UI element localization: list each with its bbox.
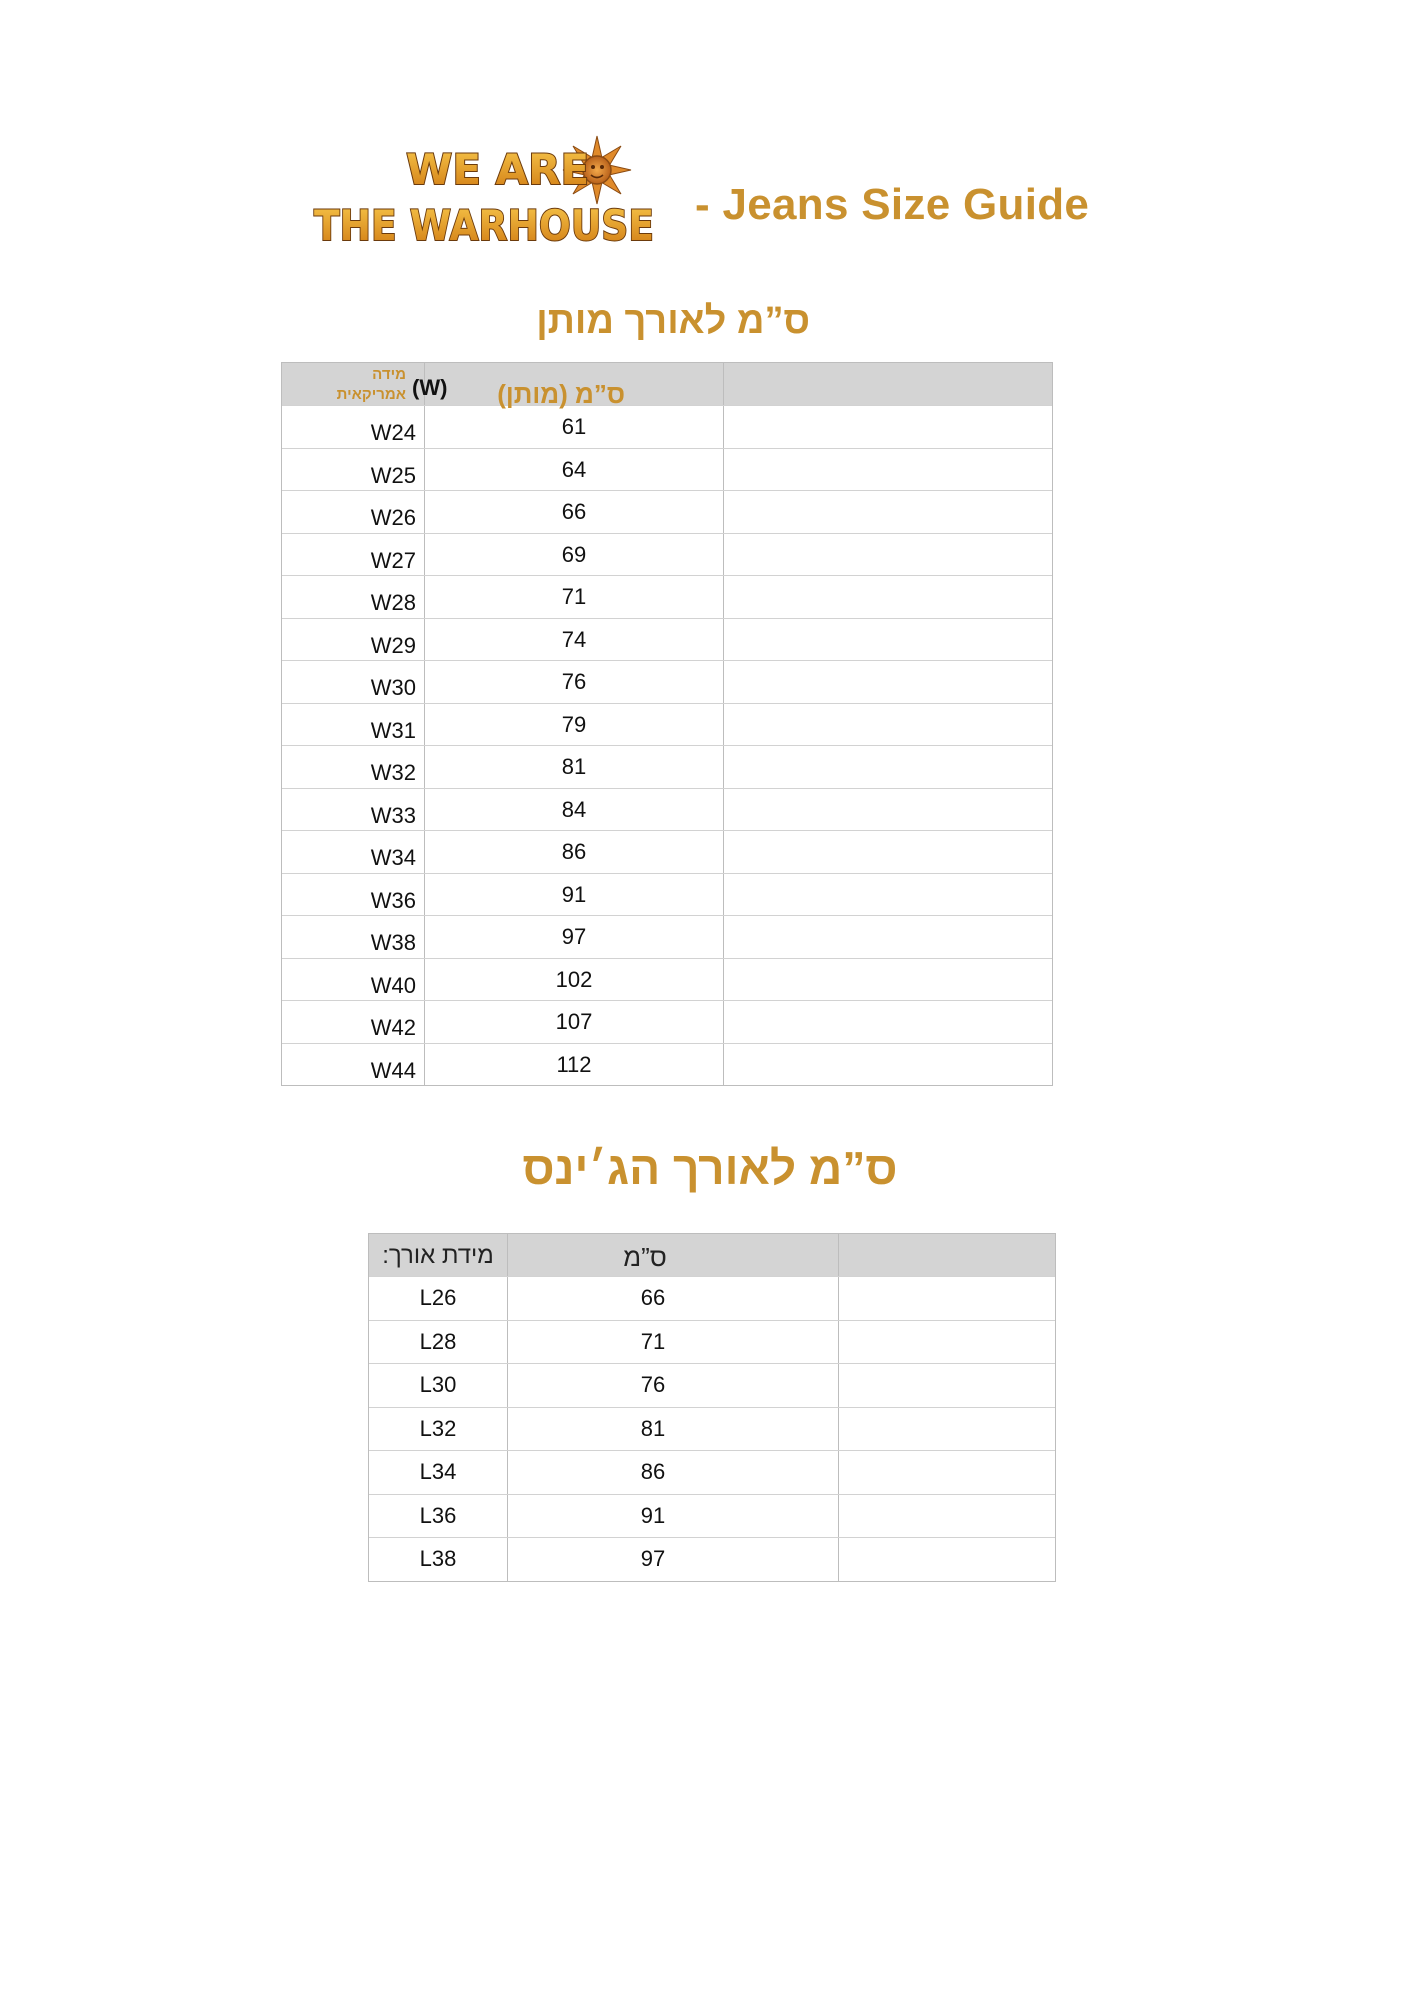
length-size-value: L26 xyxy=(419,1285,457,1310)
waist-extra-cell xyxy=(724,534,1052,576)
length-extra-cell xyxy=(839,1538,1055,1581)
length-extra-cell xyxy=(839,1451,1055,1494)
waist-table-row xyxy=(282,959,1052,1002)
waist-size-cell xyxy=(282,704,425,746)
waist-cm-value: 64 xyxy=(561,456,587,482)
length-cm-value: 81 xyxy=(640,1415,666,1441)
waist-cm-value: 79 xyxy=(561,711,587,737)
waist-cm-value: 69 xyxy=(561,541,587,567)
length-header-cm-label: ס”מ xyxy=(623,1242,667,1272)
waist-size-cell xyxy=(282,406,425,448)
length-table-row xyxy=(369,1538,1055,1581)
waist-size-value: W36 xyxy=(370,887,416,913)
length-cm-value: 66 xyxy=(640,1285,666,1310)
waist-table-row xyxy=(282,916,1052,959)
waist-header-cm-label: ס”מ (מותן) xyxy=(497,379,625,409)
waist-section-heading: ס”מ לאורך מותן xyxy=(536,300,810,342)
length-header-size-label: מידת אורך: xyxy=(382,1242,494,1269)
waist-cm-value: 91 xyxy=(561,881,587,907)
waist-extra-cell xyxy=(724,831,1052,873)
logo-line-1: WE ARE xyxy=(406,145,590,194)
waist-extra-cell xyxy=(724,619,1052,661)
page-title: - Jeans Size Guide xyxy=(695,180,1090,229)
length-table-row xyxy=(369,1495,1055,1539)
length-table-row xyxy=(369,1408,1055,1452)
waist-size-cell xyxy=(282,661,425,703)
waist-size-value: W29 xyxy=(370,632,416,658)
waist-size-cell xyxy=(282,959,425,1001)
length-extra-cell xyxy=(839,1277,1055,1320)
waist-size-cell xyxy=(282,619,425,661)
length-size-value: L28 xyxy=(419,1328,457,1354)
waist-cm-cell xyxy=(425,1001,724,1043)
waist-cm-value: 66 xyxy=(561,499,587,524)
waist-table-row xyxy=(282,661,1052,704)
waist-cm-cell xyxy=(425,916,724,958)
waist-size-value: W34 xyxy=(370,845,416,870)
waist-size-cell xyxy=(282,534,425,576)
waist-header-size-suffix: (W) xyxy=(412,375,448,400)
waist-size-table xyxy=(281,362,1053,1086)
length-size-cell xyxy=(369,1408,508,1451)
waist-size-cell xyxy=(282,789,425,831)
waist-size-cell xyxy=(282,576,425,618)
length-size-value: L36 xyxy=(419,1502,457,1528)
length-header-extra xyxy=(839,1234,1055,1276)
waist-extra-cell xyxy=(724,449,1052,491)
length-size-cell xyxy=(369,1538,508,1581)
length-size-value: L32 xyxy=(419,1415,457,1441)
length-header-cm xyxy=(508,1234,839,1276)
length-table-row xyxy=(369,1364,1055,1408)
length-extra-cell xyxy=(839,1495,1055,1538)
waist-table-row xyxy=(282,1001,1052,1044)
waist-cm-value: 61 xyxy=(561,414,587,439)
waist-size-value: W27 xyxy=(370,547,416,573)
waist-table-row xyxy=(282,406,1052,449)
length-size-cell xyxy=(369,1495,508,1538)
waist-cm-cell xyxy=(425,576,724,618)
waist-cm-cell xyxy=(425,534,724,576)
length-extra-cell xyxy=(839,1408,1055,1451)
waist-table-row xyxy=(282,534,1052,577)
waist-cm-cell xyxy=(425,746,724,788)
length-table-row xyxy=(369,1321,1055,1365)
length-section-heading: ס”מ לאורך הג׳ינס xyxy=(522,1142,898,1194)
waist-size-cell xyxy=(282,449,425,491)
length-cm-value: 91 xyxy=(640,1502,666,1528)
length-cm-cell xyxy=(508,1277,839,1320)
waist-size-cell xyxy=(282,491,425,533)
waist-size-cell xyxy=(282,916,425,958)
waist-extra-cell xyxy=(724,789,1052,831)
waist-size-cell xyxy=(282,1044,425,1086)
waist-cm-cell xyxy=(425,491,724,533)
length-table-row xyxy=(369,1451,1055,1495)
waist-cm-value: 102 xyxy=(555,966,593,992)
waist-header-extra xyxy=(724,363,1052,405)
length-cm-cell xyxy=(508,1495,839,1538)
waist-cm-value: 107 xyxy=(555,1009,593,1034)
waist-extra-cell xyxy=(724,1001,1052,1043)
waist-table-row xyxy=(282,449,1052,492)
waist-size-value: W25 xyxy=(370,462,416,488)
waist-cm-cell xyxy=(425,1044,724,1086)
waist-table-row xyxy=(282,831,1052,874)
length-cm-value: 97 xyxy=(640,1546,666,1571)
waist-size-value: W44 xyxy=(370,1057,416,1083)
waist-table-row xyxy=(282,491,1052,534)
length-size-value: L34 xyxy=(419,1459,457,1484)
waist-table-row xyxy=(282,789,1052,832)
length-size-value: L30 xyxy=(419,1372,457,1397)
waist-table-header xyxy=(282,363,1052,409)
waist-extra-cell xyxy=(724,746,1052,788)
waist-extra-cell xyxy=(724,576,1052,618)
length-cm-value: 71 xyxy=(640,1328,666,1354)
waist-header-cm xyxy=(425,363,724,409)
waist-size-value: W24 xyxy=(370,420,416,445)
waist-cm-cell xyxy=(425,959,724,1001)
waist-cm-value: 84 xyxy=(561,796,587,822)
brand-logo xyxy=(306,132,666,262)
length-cm-value: 86 xyxy=(640,1459,666,1484)
waist-size-value: W26 xyxy=(370,505,416,530)
length-cm-value: 76 xyxy=(640,1372,666,1397)
waist-cm-cell xyxy=(425,406,724,448)
length-extra-cell xyxy=(839,1364,1055,1407)
waist-size-cell xyxy=(282,746,425,788)
waist-size-cell xyxy=(282,1001,425,1043)
waist-cm-value: 86 xyxy=(561,839,587,864)
length-size-cell xyxy=(369,1451,508,1494)
waist-cm-cell xyxy=(425,831,724,873)
waist-cm-value: 74 xyxy=(561,626,587,652)
waist-size-value: W28 xyxy=(370,590,416,615)
waist-cm-value: 112 xyxy=(556,1051,592,1077)
length-table-row xyxy=(369,1277,1055,1321)
waist-size-value: W33 xyxy=(370,802,416,828)
waist-extra-cell xyxy=(724,916,1052,958)
length-cm-cell xyxy=(508,1321,839,1364)
waist-table-row xyxy=(282,576,1052,619)
length-table-header xyxy=(369,1234,1055,1277)
waist-size-value: W38 xyxy=(370,930,416,955)
waist-cm-value: 97 xyxy=(561,924,587,949)
waist-cm-cell xyxy=(425,449,724,491)
waist-header-size xyxy=(282,363,448,405)
waist-table-row xyxy=(282,746,1052,789)
waist-cm-cell xyxy=(425,619,724,661)
waist-cm-cell xyxy=(425,789,724,831)
length-cm-cell xyxy=(508,1364,839,1407)
waist-size-cell xyxy=(282,874,425,916)
waist-table-row xyxy=(282,874,1052,917)
length-cm-cell xyxy=(508,1538,839,1581)
length-header-size xyxy=(369,1234,508,1276)
waist-extra-cell xyxy=(724,1044,1052,1086)
waist-table-row xyxy=(282,1044,1052,1086)
length-size-cell xyxy=(369,1321,508,1364)
length-size-cell xyxy=(369,1364,508,1407)
waist-size-value: W42 xyxy=(370,1015,416,1040)
length-extra-cell xyxy=(839,1321,1055,1364)
waist-extra-cell xyxy=(724,491,1052,533)
waist-cm-value: 76 xyxy=(561,669,587,694)
waist-extra-cell xyxy=(724,704,1052,746)
waist-extra-cell xyxy=(724,874,1052,916)
length-size-cell xyxy=(369,1277,508,1320)
waist-header-size-label: מידה אמריקאית xyxy=(336,366,406,403)
waist-size-value: W31 xyxy=(370,717,416,743)
waist-cm-cell xyxy=(425,661,724,703)
waist-cm-cell xyxy=(425,874,724,916)
length-cm-cell xyxy=(508,1451,839,1494)
waist-size-cell xyxy=(282,831,425,873)
length-size-value: L38 xyxy=(419,1546,457,1571)
sun-logo-icon xyxy=(306,132,666,262)
waist-extra-cell xyxy=(724,661,1052,703)
waist-cm-value: 71 xyxy=(561,584,587,609)
waist-table-row xyxy=(282,704,1052,747)
waist-cm-value: 81 xyxy=(561,754,587,779)
waist-extra-cell xyxy=(724,959,1052,1001)
logo-line-2: THE WARHOUSE xyxy=(314,201,654,250)
waist-table-row xyxy=(282,619,1052,662)
waist-size-value: W30 xyxy=(370,675,416,700)
waist-extra-cell xyxy=(724,406,1052,448)
waist-size-value: W32 xyxy=(370,760,416,785)
length-size-table xyxy=(368,1233,1056,1582)
length-cm-cell xyxy=(508,1408,839,1451)
waist-cm-cell xyxy=(425,704,724,746)
waist-size-value: W40 xyxy=(370,972,416,998)
